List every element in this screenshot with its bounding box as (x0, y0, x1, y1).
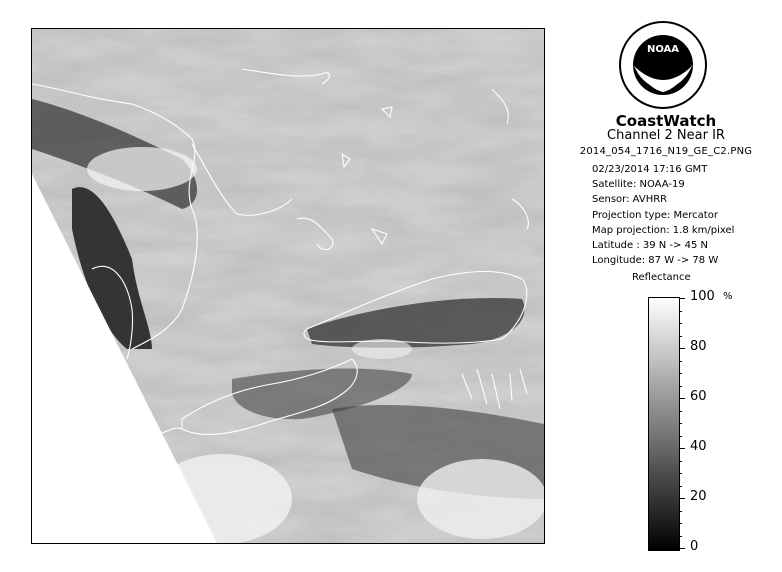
channel-label: Channel 2 Near IR (607, 128, 725, 143)
colorbar-tick (679, 448, 685, 449)
colorbar-minor-tick (679, 411, 682, 412)
colorbar-title: Reflectance (632, 272, 691, 283)
colorbar-minor-tick (679, 523, 682, 524)
colorbar-minor-tick (679, 373, 682, 374)
satellite-image (32, 29, 544, 543)
noaa-logo (618, 20, 708, 114)
colorbar-tick (679, 298, 685, 299)
colorbar-minor-tick (679, 486, 682, 487)
colorbar-minor-tick (679, 361, 682, 362)
product-title: CoastWatch (615, 112, 717, 130)
satellite-label: Satellite: NOAA-19 (592, 179, 685, 191)
colorbar-minor-tick (679, 311, 682, 312)
longitude-label: Longitude: 87 W -> 78 W (592, 255, 719, 267)
latitude-label: Latitude : 39 N -> 45 N (592, 240, 708, 252)
projection-type-label: Projection type: Mercator (592, 209, 718, 221)
colorbar-tick-label: 60 (690, 389, 707, 404)
colorbar-tick (679, 398, 685, 399)
colorbar-tick (679, 548, 685, 549)
colorbar-tick-label: 40 (690, 439, 707, 454)
colorbar-tick (679, 498, 685, 499)
datetime-label: 02/23/2014 17:16 GMT (592, 164, 708, 175)
colorbar-minor-tick (679, 386, 682, 387)
map-projection-label: Map projection: 1.8 km/pixel (592, 224, 735, 236)
colorbar-minor-tick (679, 473, 682, 474)
filename-label: 2014_054_1716_N19_GE_C2.PNG (579, 146, 753, 157)
colorbar-minor-tick (679, 323, 682, 324)
colorbar-minor-tick (679, 511, 682, 512)
colorbar-unit: % (723, 291, 733, 302)
colorbar-minor-tick (679, 461, 682, 462)
metadata-block (592, 162, 734, 268)
colorbar-tick-label: 100 (690, 289, 715, 304)
colorbar-minor-tick (679, 423, 682, 424)
sensor-label: Sensor: AVHRR (592, 194, 668, 206)
logo-text: NOAA (646, 44, 680, 55)
colorbar-minor-tick (679, 436, 682, 437)
colorbar (648, 297, 680, 551)
colorbar-tick-label: 20 (690, 489, 707, 504)
colorbar-minor-tick (679, 336, 682, 337)
colorbar-tick-label: 0 (690, 539, 699, 554)
colorbar-minor-tick (679, 536, 682, 537)
colorbar-tick (679, 348, 685, 349)
satellite-image-panel (31, 28, 545, 544)
colorbar-tick-label: 80 (690, 339, 707, 354)
